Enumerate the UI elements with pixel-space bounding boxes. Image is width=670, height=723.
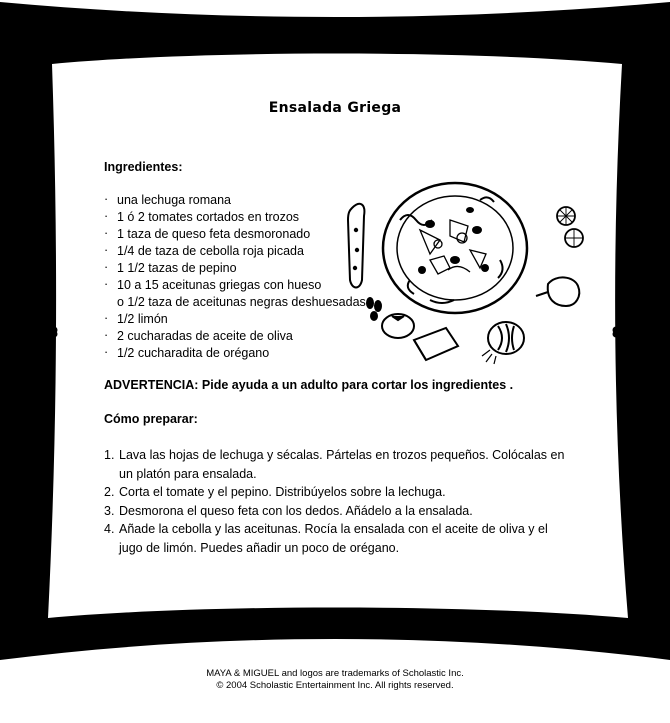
step-text: Añade la cebolla y las aceitunas. Rocía la ensalada con el aceite de oliva y el jugo de limón. Puedes añadir un poco de orégano.: [119, 522, 548, 555]
salad-bowl-icon: [383, 183, 527, 313]
lemon-icon: [557, 207, 583, 247]
step-item: [104, 520, 574, 557]
step-text: Desmorona el queso feta con los dedos. Añádelo a la ensalada.: [119, 503, 473, 518]
bullet: ·: [104, 311, 109, 325]
ingredient-text: una lechuga romana: [117, 193, 231, 207]
step-number: 4.: [104, 522, 115, 536]
recipe-title: Ensalada Griega: [268, 100, 402, 116]
ingredient-text: 1/4 de taza de cebolla roja picada: [117, 244, 304, 258]
ingredient-text: 1 taza de queso feta desmoronado: [117, 227, 311, 241]
bullet: ·: [104, 345, 109, 359]
ingredient-continuation: o 1/2 taza de aceitunas negras deshuesadas: [117, 295, 366, 309]
ingredient-text: 1 1/2 tazas de pepino: [117, 261, 237, 275]
step-number: 1.: [104, 448, 115, 462]
cucumber-icon: [348, 204, 364, 288]
bullet: ·: [104, 277, 109, 291]
bullet: ·: [104, 209, 109, 223]
bullet: ·: [104, 192, 109, 206]
bullet: ·: [104, 243, 109, 257]
ingredient-text: 1 ó 2 tomates cortados en trozos: [117, 210, 300, 224]
feta-cheese-icon: [414, 328, 458, 360]
copyright-line: © 2004 Scholastic Entertainment Inc. All rights reserved.: [216, 680, 454, 691]
step-item: [104, 446, 574, 483]
steps-heading: Cómo preparar:: [104, 412, 198, 426]
onion-icon: [482, 322, 524, 364]
ingredient-text: 1/2 cucharadita de orégano: [117, 346, 270, 360]
bullet: ·: [104, 226, 109, 240]
step-text: Corta el tomate y el pepino. Distribúyelos sobre la lechuga.: [119, 485, 446, 499]
tomato-icon: [382, 314, 414, 338]
ingredient-text: 10 a 15 aceitunas griegas con hueso: [117, 278, 322, 292]
ingredient-text: 1/2 limón: [117, 312, 168, 326]
step-number: 2.: [104, 485, 115, 499]
steps-list: [104, 446, 574, 557]
step-item: [104, 502, 574, 521]
copyright-footer: [0, 668, 670, 692]
trademark-line: MAYA & MIGUEL and logos are trademarks of Scholastic Inc.: [206, 668, 464, 679]
bullet: ·: [104, 328, 109, 342]
bell-pepper-icon: [536, 277, 579, 306]
step-number: 3.: [104, 503, 115, 518]
step-item: [104, 483, 574, 502]
bullet: ·: [104, 260, 109, 274]
step-text: Lava las hojas de lechuga y sécalas. Pártelas en trozos pequeños. Colócalas en un platón para ensalada.: [119, 448, 565, 481]
warning-text: ADVERTENCIA: Pide ayuda a un adulto para cortar los ingredientes .: [104, 378, 514, 392]
ingredients-heading: Ingredientes:: [104, 160, 183, 174]
olives-icon: [366, 297, 382, 321]
salad-illustration: [330, 160, 590, 370]
ingredient-text: 2 cucharadas de aceite de oliva: [117, 329, 293, 343]
